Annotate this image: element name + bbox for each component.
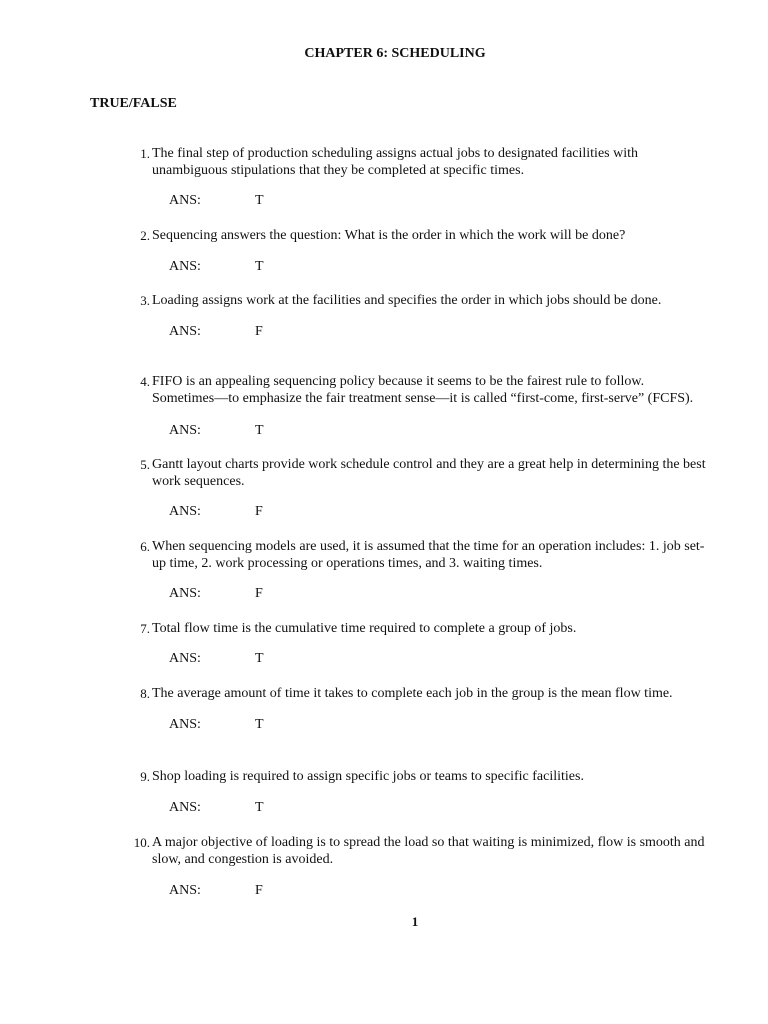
- answer-value: T: [255, 717, 264, 732]
- answer-value: T: [255, 651, 264, 666]
- question-number: 2.: [140, 228, 150, 243]
- answer-value: T: [255, 423, 264, 438]
- answer-line: [169, 883, 263, 899]
- answer-label: ANS:: [169, 586, 201, 601]
- question-text: When sequencing models are used, it is assumed that the time for an operation includes: 1. job set-up time, 2. work processing or operations times, and 3. waiting times.: [152, 539, 705, 571]
- answer-line: [169, 259, 264, 275]
- question-number: 1.: [140, 146, 150, 161]
- question-number: 7.: [140, 621, 150, 636]
- answer-line: [169, 586, 263, 602]
- question-number: 10.: [133, 835, 150, 850]
- question-text: The final step of production scheduling assigns actual jobs to designated facilities with unambiguous stipulations that they be completed at specific times.: [152, 146, 639, 178]
- question-item: [128, 456, 708, 490]
- answer-value: F: [255, 883, 263, 898]
- answer-label: ANS:: [169, 423, 201, 438]
- question-item: [128, 685, 708, 702]
- question-text: FIFO is an appealing sequencing policy because it seems to be the fairest rule to follow. Sometimes—to emphasize the fair treatment sense—it is called “first-come, first-serve” (FCFS).: [152, 374, 694, 406]
- question-item: [128, 538, 708, 572]
- answer-line: [169, 800, 264, 816]
- question-text: Total flow time is the cumulative time required to complete a group of jobs.: [152, 621, 577, 636]
- question-number: 9.: [140, 769, 150, 784]
- answer-label: ANS:: [169, 800, 201, 815]
- answer-label: ANS:: [169, 651, 201, 666]
- answer-value: T: [255, 800, 264, 815]
- question-number: 8.: [140, 686, 150, 701]
- question-item: [128, 145, 708, 179]
- question-number: 6.: [140, 539, 150, 554]
- chapter-title: CHAPTER 6: SCHEDULING: [304, 46, 486, 61]
- answer-label: ANS:: [169, 504, 201, 519]
- answer-line: [169, 324, 263, 340]
- answer-value: F: [255, 586, 263, 601]
- page-number: 1: [411, 914, 419, 929]
- answer-value: T: [255, 259, 264, 274]
- question-text: A major objective of loading is to spread the load so that waiting is minimized, flow is smooth and slow, and congestion is avoided.: [152, 835, 705, 867]
- question-item: [128, 292, 708, 309]
- answer-value: T: [255, 193, 264, 208]
- question-text: Shop loading is required to assign specific jobs or teams to specific facilities.: [152, 769, 584, 784]
- question-text: Sequencing answers the question: What is the order in which the work will be done?: [152, 228, 626, 243]
- answer-label: ANS:: [169, 883, 201, 898]
- question-item: [128, 834, 708, 868]
- question-text: Loading assigns work at the facilities and specifies the order in which jobs should be done.: [152, 293, 662, 308]
- answer-label: ANS:: [169, 717, 201, 732]
- answer-value: F: [255, 504, 263, 519]
- answer-line: [169, 504, 263, 520]
- section-title: TRUE/FALSE: [90, 96, 177, 111]
- answer-label: ANS:: [169, 324, 201, 339]
- answer-line: [169, 193, 264, 209]
- answer-value: F: [255, 324, 263, 339]
- question-text: The average amount of time it takes to complete each job in the group is the mean flow time.: [152, 686, 673, 701]
- answer-label: ANS:: [169, 259, 201, 274]
- question-text: Gantt layout charts provide work schedule control and they are a great help in determining the best work sequences.: [152, 457, 706, 489]
- question-number: 5.: [140, 457, 150, 472]
- answer-line: [169, 423, 264, 439]
- answer-line: [169, 651, 264, 667]
- question-number: 3.: [140, 293, 150, 308]
- question-item: [128, 768, 708, 785]
- question-item: [128, 373, 708, 407]
- answer-label: ANS:: [169, 193, 201, 208]
- question-number: 4.: [140, 374, 150, 389]
- question-item: [128, 620, 708, 637]
- question-item: [128, 227, 708, 244]
- answer-line: [169, 717, 264, 733]
